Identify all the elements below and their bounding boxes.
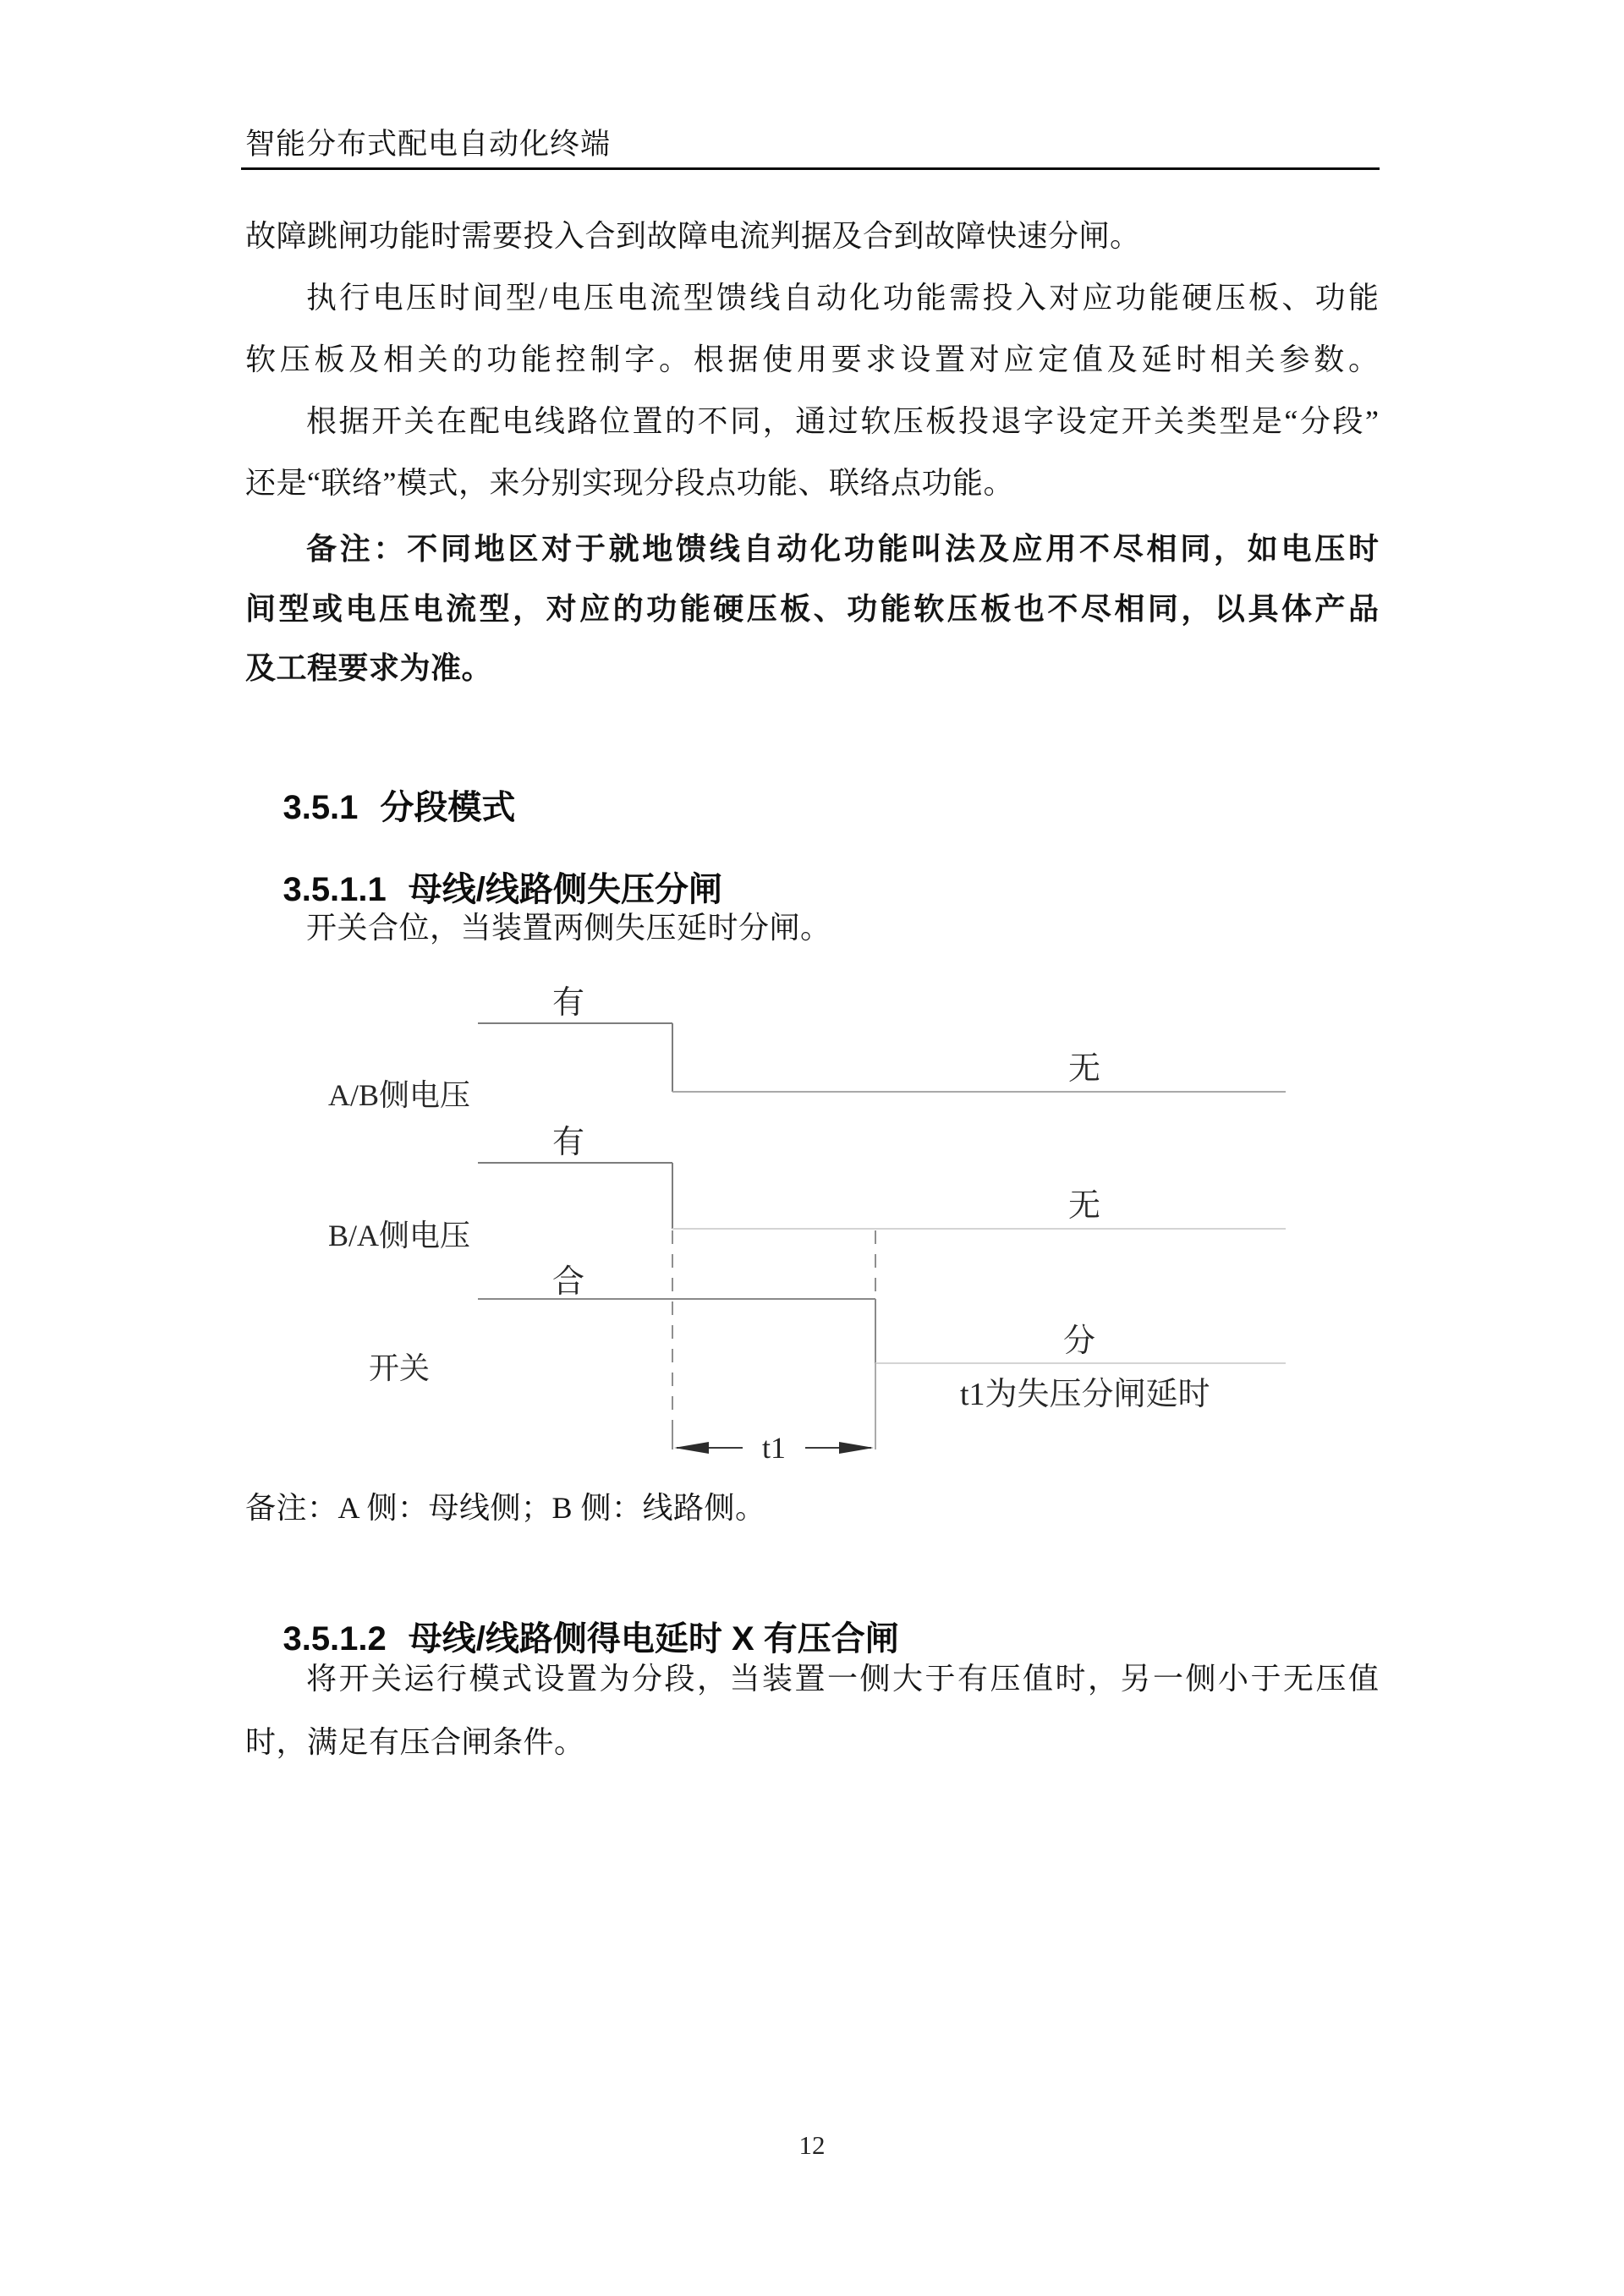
heading-title: 母线/线路侧失压分闸 [408,871,722,908]
t1-arrowhead-left-icon [674,1442,709,1454]
diagram-note-line: 备注：A 侧：母线侧；B 侧：线路侧。 [245,1491,766,1525]
state-label-open: 分 [1062,1323,1096,1359]
state-label-absent-ab: 无 [1067,1051,1101,1087]
paragraph-line: 将开关运行模式设置为分段，当装置一侧大于有压值时，另一侧小于无压值 [306,1662,1379,1696]
heading-title: 分段模式 [380,789,516,826]
paragraph-line: 软压板及相关的功能控制字。根据使用要求设置对应定值及延时相关参数。 [245,342,1379,376]
state-label-present-ba: 有 [551,1125,585,1160]
state-label-absent-ba: 无 [1067,1188,1101,1224]
timing-diagram [0,964,1624,1471]
paragraph-line: 执行电压时间型/电压电流型馈线自动化功能需投入对应功能硬压板、功能 [306,281,1379,315]
heading-number: 3.5.1.2 [283,1620,387,1658]
heading-title: 母线/线路侧得电延时 X 有压合闸 [408,1620,899,1658]
signal-ba-label: B/A侧电压 [328,1219,471,1252]
paragraph-line: 时，满足有压合闸条件。 [245,1725,585,1759]
paragraph-line: 开关合位，当装置两侧失压延时分闸。 [306,911,831,945]
header-rule [241,167,1380,170]
t1-symbol: t1 [761,1431,787,1465]
state-label-present-ab: 有 [551,985,585,1021]
page-number: 12 [798,2130,826,2160]
switch-label: 开关 [369,1351,431,1385]
state-label-closed: 合 [551,1264,585,1300]
note-line-bold: 间型或电压电流型，对应的功能硬压板、功能软压板也不尽相同，以具体产品 [245,592,1379,626]
note-line-bold: 备注：不同地区对于就地馈线自动化功能叫法及应用不尽相同，如电压时 [306,532,1379,566]
paragraph-line: 根据开关在配电线路位置的不同，通过软压板投退字设定开关类型是“分段” [306,404,1379,438]
signal-ab-label: A/B侧电压 [328,1078,471,1112]
paragraph-line: 故障跳闸功能时需要投入合到故障电流判据及合到故障快速分闸。 [245,219,1141,253]
heading-number: 3.5.1.1 [283,871,387,908]
t1-arrowhead-right-icon [839,1442,874,1454]
heading-number: 3.5.1 [283,789,359,826]
note-line-bold: 及工程要求为准。 [245,651,493,685]
page-header-title: 智能分布式配电自动化终端 [245,128,612,161]
t1-note: t1为失压分闸延时 [960,1377,1210,1412]
paragraph-line: 还是“联络”模式，来分别实现分段点功能、联络点功能。 [245,466,1014,500]
